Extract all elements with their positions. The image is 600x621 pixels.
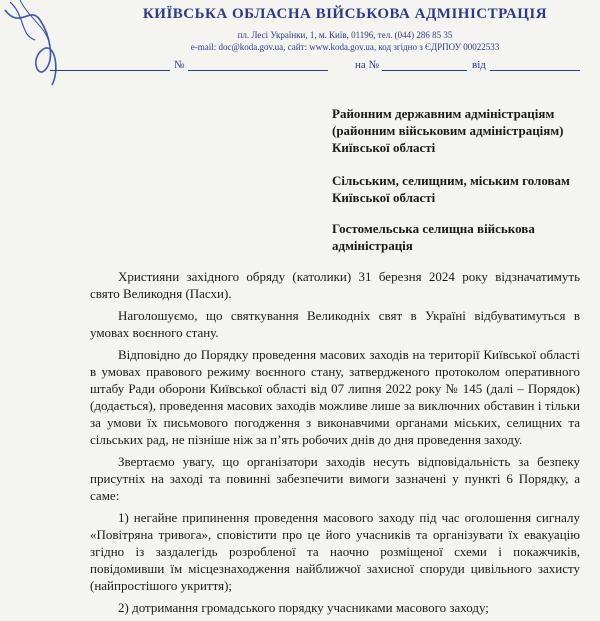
- paragraph-responsibility: Звертаємо увагу, що організатори заходів несуть відповідальність за безпеку присутніх на заході та повинні забезпечити вимоги зазначені у пункті 6 Порядку, а саме:: [90, 454, 580, 503]
- recipient-3: Гостомельська селищна військова адміністрація: [332, 221, 535, 253]
- paragraph-procedure: Відповідно до Порядку проведення масових заходів на території Київської області в умовах правового режиму воєнного стану, затвердженого протоколом оперативного штабу Ради оборони Київської області від 07 липня 2022 року № 145 (далі – Порядок) (додається), проведення масових заходів можливе лише за виключних обставин і тільки за умови їх письмового погодження з виконавчими органами міських, селищних та сільських рад, не пізніше ніж за п’ять робочих днів до дня проведення заходу.: [90, 347, 580, 447]
- recipient-2: Сільським, селищним, міським головам Київської області: [332, 173, 570, 205]
- number-label: №: [174, 59, 185, 71]
- paragraph-easter-date: Християни західного обряду (католики) 31 березня 2024 року відзначатимуть свято Великодня (Пасхи).: [90, 269, 580, 301]
- paragraph-martial-law: Наголошуємо, що святкування Великодніх свят в Україні відбуватимуться в умовах воєнного стану.: [90, 308, 580, 340]
- letter-body: [90, 268, 580, 621]
- org-address: пл. Лесі Українки, 1, м. Київ, 01196, тел. (044) 286 85 35: [237, 30, 453, 40]
- ref-number-line: [382, 59, 467, 71]
- org-contacts: e-mail: doc@koda.gov.ua, сайт: www.koda.gov.ua, код згідно з ЄДРПОУ 00022533: [190, 42, 500, 52]
- recipient-1: Районним державним адміністраціям (районним військовим адміністраціям) Київської області: [332, 106, 564, 155]
- handwritten-signature: [0, 0, 70, 90]
- registration-row: [0, 59, 600, 73]
- org-name: КИЇВСЬКА ОБЛАСНА ВІЙСЬКОВА АДМІНІСТРАЦІЯ: [142, 6, 548, 22]
- list-item-2: 2) дотримання громадського порядку учасниками масового заходу;: [118, 600, 489, 615]
- number-line: [188, 59, 328, 71]
- date-line: [50, 59, 170, 71]
- ref-date-label: від: [472, 59, 486, 71]
- list-item-1: 1) негайне припинення проведення масового заходу під час оголошення сигналу «Повітряна тривога», сповістити про це його учасників та організувати їх евакуацію згідно із заздалегідь розробленої та наочно розміщеної схеми і покажчиків, повідомивши їм місцезнаходження найближчої захисної споруди цивільного захисту (найпростішого укриття);: [90, 510, 580, 593]
- ref-date-line: [490, 59, 580, 71]
- ref-number-label: на №: [355, 59, 380, 71]
